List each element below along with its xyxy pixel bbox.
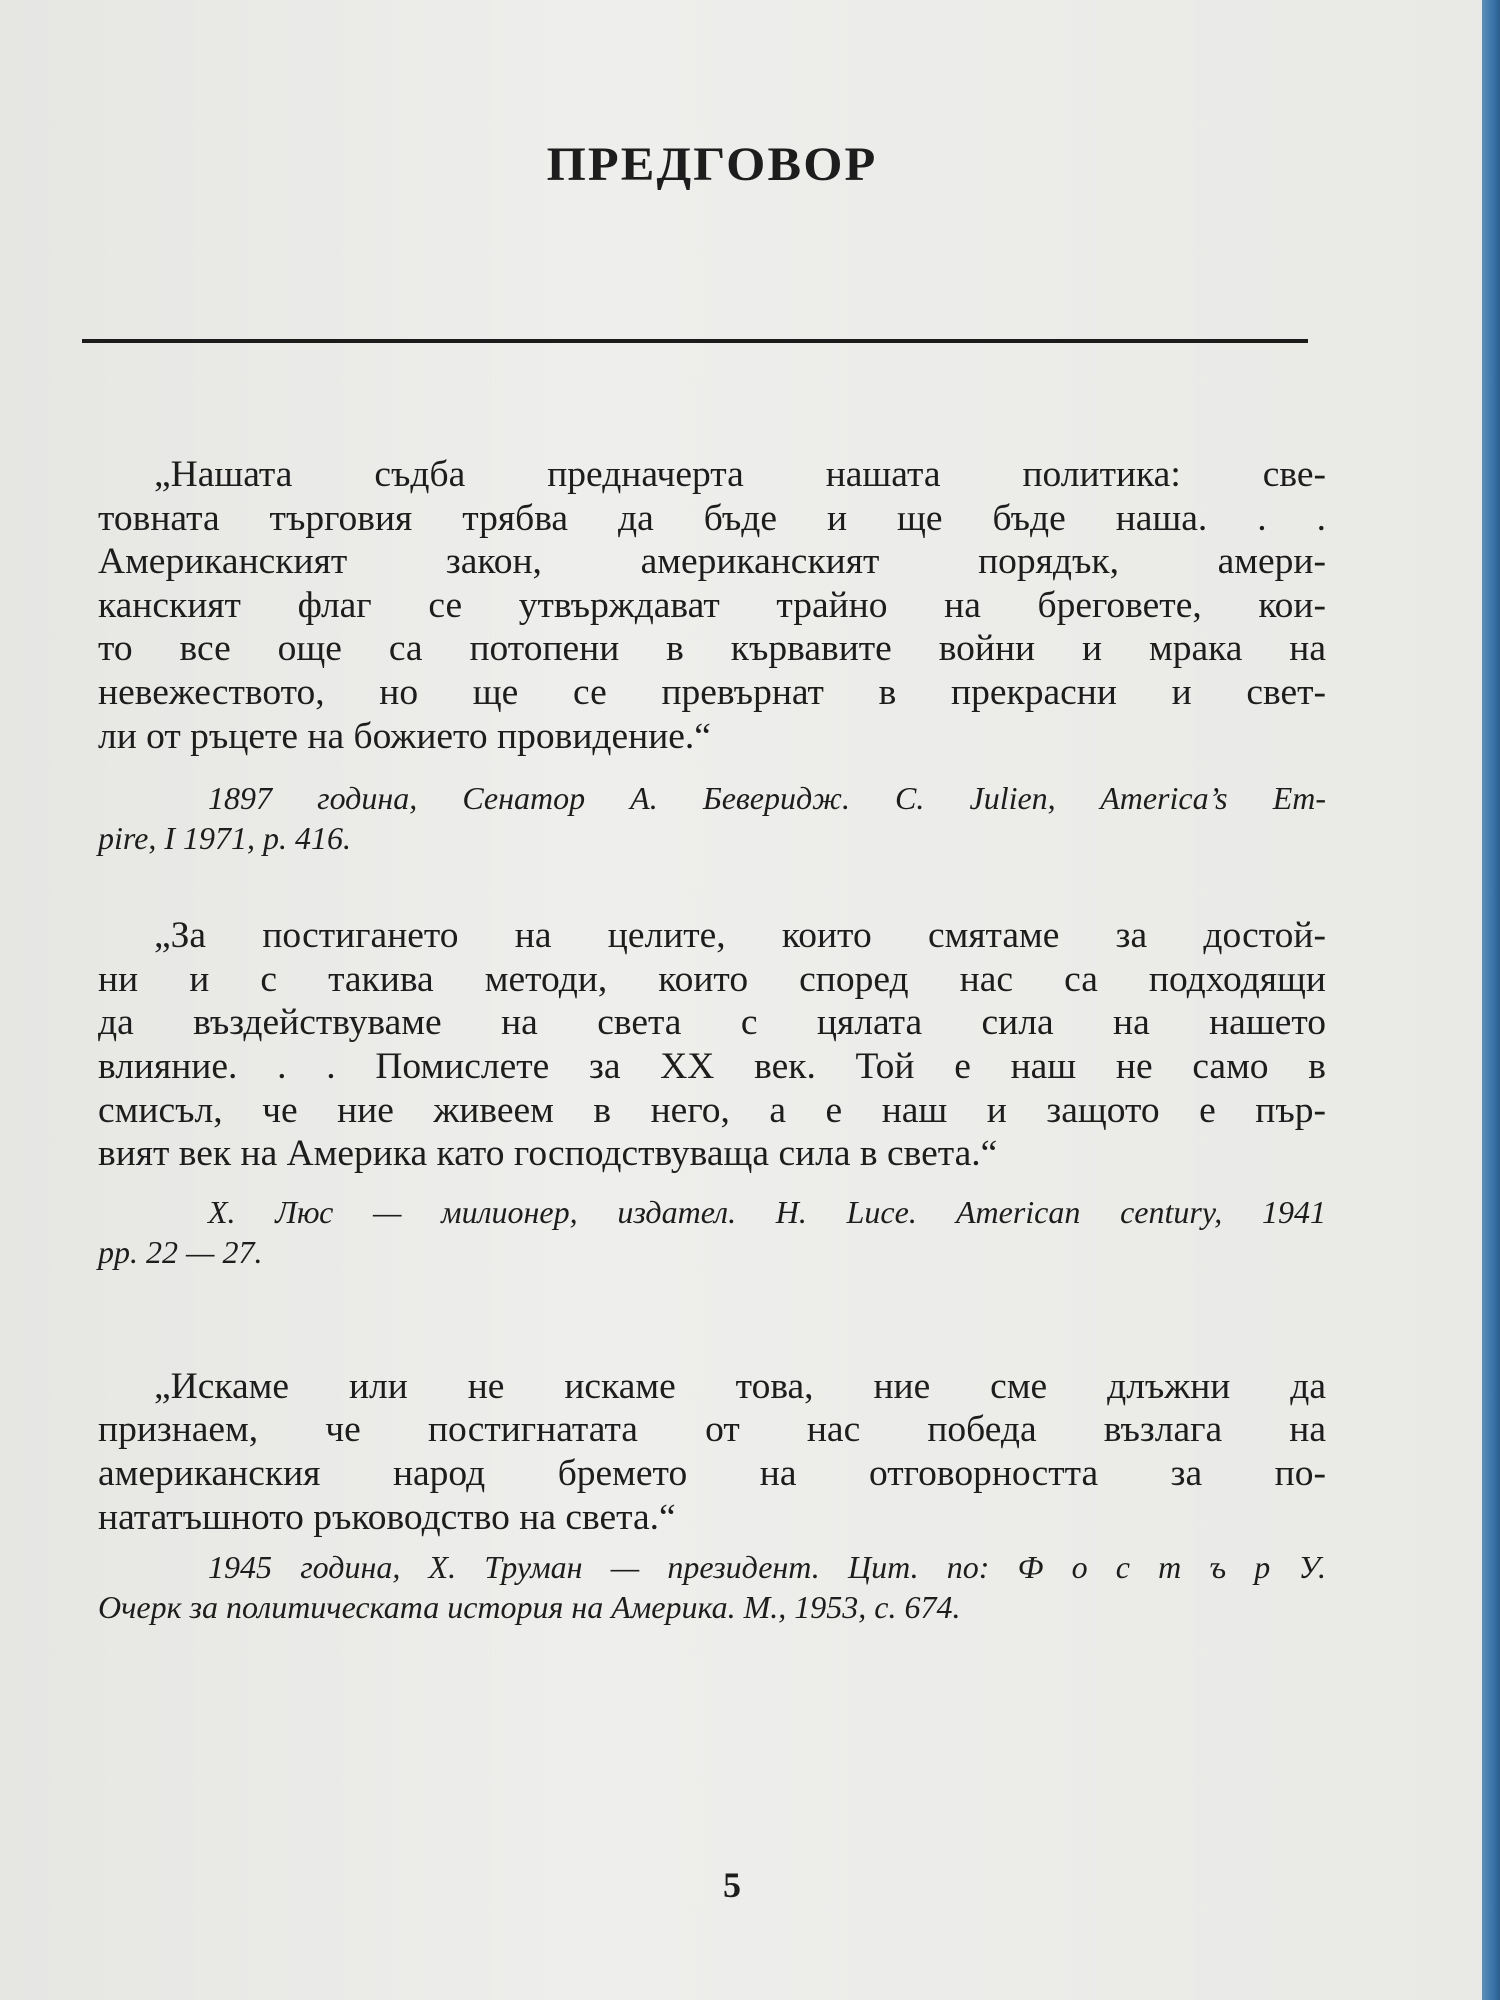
quote-2-line: вият век на Америка като господствуваща сила в света.“ [98, 1133, 998, 1175]
quote-3-source-line: 1945 година, Х. Труман — президент. Цит. по: Ф о с т ъ р У. [208, 1549, 1326, 1586]
quote-3-source [98, 1547, 1326, 1627]
quote-3-line: американския народ бремето на отговорността за по- [98, 1452, 1326, 1494]
quote-2-line: да въздействуваме на света с цялата сила на нашето [98, 1002, 1326, 1044]
quote-2-line: смисъл, че ние живеем в него, а е наш и защото е пър- [98, 1089, 1326, 1131]
page-title: ПРЕДГОВОР [546, 138, 878, 191]
quote-3-line: признаем, че постигнатата от нас победа възлага на [98, 1409, 1326, 1451]
quote-1-source [98, 778, 1326, 858]
page-content [98, 135, 1326, 1627]
page-number: 5 [723, 1865, 741, 1905]
quote-3 [98, 1365, 1326, 1539]
quote-1-source-line: 1897 година, Сенатор А. Беверидж. C. Julien, America’s Em- [208, 780, 1326, 817]
quote-3-line: нататъшното ръководство на света.“ [98, 1496, 676, 1538]
quote-1-line: „Нашата съдба предначерта нашата политика: све- [154, 454, 1326, 495]
quote-1-line: товната търговия трябва да бъде и ще бъде наша. . . [98, 497, 1326, 539]
quote-1-line: то все още са потопени в кървавите войни и мрака на [98, 628, 1326, 670]
quote-1-source-line: pire, I 1971, p. 416. [98, 820, 352, 857]
quote-3-line: „Искаме или не искаме това, ние сме длъжни да [154, 1365, 1326, 1407]
quote-2-line: влияние. . . Помислете за XX век. Той е наш не само в [98, 1045, 1326, 1087]
quote-3-source-line: Очерк за политическата история на Америка. М., 1953, с. 674. [98, 1589, 961, 1626]
quote-2-line: „За постигането на целите, които смятаме за достой- [154, 915, 1326, 957]
quote-1-line: канският флаг се утвърждават трайно на бреговете, кои- [98, 584, 1326, 626]
quote-2 [98, 914, 1326, 1176]
book-cover-edge [1482, 0, 1500, 2000]
quote-1-line: невежеството, но ще се превърнат в прекрасни и свет- [98, 671, 1326, 713]
quote-1 [98, 453, 1326, 758]
quote-2-source [98, 1192, 1326, 1272]
quote-1-line: ли от ръцете на божието провидение.“ [98, 715, 711, 757]
quote-2-line: ни и с такива методи, които според нас са подходящи [98, 958, 1326, 1000]
title-rule [82, 339, 1308, 343]
quote-2-source-line: pp. 22 — 27. [98, 1233, 263, 1270]
quote-2-source-line: Х. Люс — милионер, издател. H. Luce. American century, 1941 [208, 1193, 1326, 1230]
quote-1-line: Американският закон, американският порядък, амери- [98, 541, 1326, 583]
